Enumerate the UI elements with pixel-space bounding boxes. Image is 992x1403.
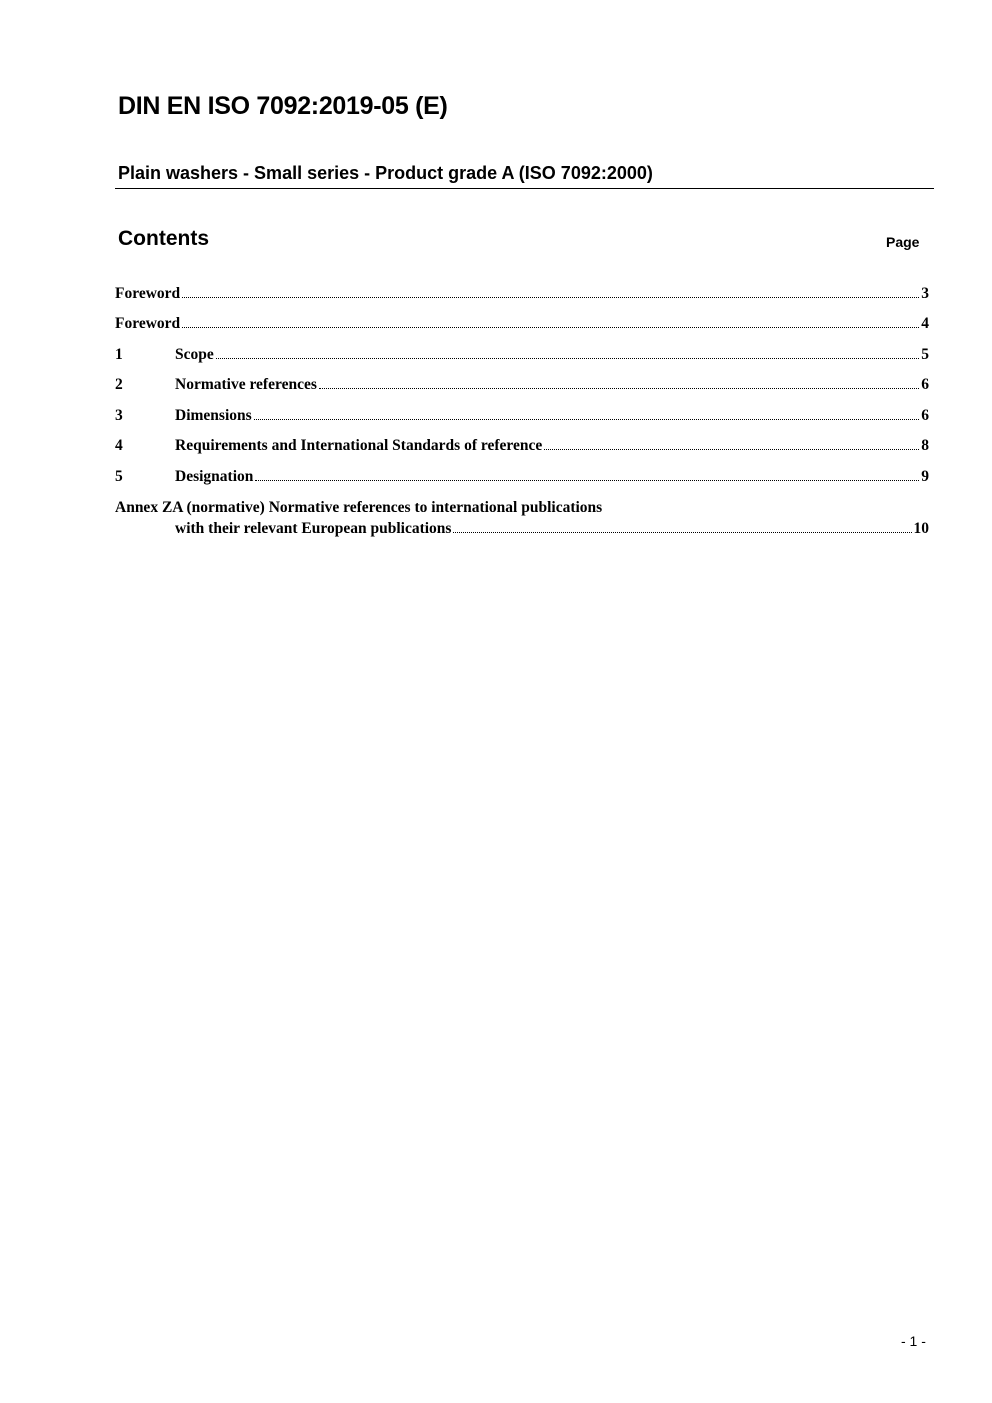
document-title: Plain washers - Small series - Product grade A (ISO 7092:2000) [118,163,653,183]
page-column-heading: Page [886,234,920,250]
toc-entry-foreword-2[interactable] [115,314,929,334]
annex-title-line-1: Annex ZA (normative) Normative references to international publications [115,499,603,516]
toc-leader-dots [182,296,919,298]
toc-leader-dots [544,448,919,450]
toc-entry-designation[interactable] [115,467,929,487]
toc-entry-text: Designation [175,468,254,485]
toc-leader-dots [254,418,920,420]
toc-entry-scope[interactable] [115,345,929,365]
toc-entry-page: 3 [921,285,929,302]
toc-entry-annex-za[interactable] [115,497,929,539]
toc-leader-dots [319,387,919,389]
contents-heading: Contents [118,227,209,250]
toc-entry-page: 10 [913,520,929,537]
toc-entry-text: Scope [175,346,214,363]
toc-leader-dots [255,479,919,481]
toc-entry-number: 5 [115,468,123,485]
toc-entry-text: Foreword [115,315,181,332]
toc-entry-number: 3 [115,407,123,424]
toc-entry-page: 8 [921,437,929,454]
toc-entry-text: Normative references [175,376,317,393]
document-title-rule [115,163,934,189]
toc-entry-text: Foreword [115,285,181,302]
toc-entry-page: 6 [921,407,929,424]
toc-entry-number: 4 [115,437,123,454]
toc-entry-foreword-1[interactable] [115,284,929,304]
toc-entry-dimensions[interactable] [115,406,929,426]
toc-leader-dots [453,531,911,533]
toc-entry-requirements[interactable] [115,436,929,456]
toc-entry-number: 1 [115,346,123,363]
page-number: - 1 - [901,1333,926,1349]
toc-entry-normative-references[interactable] [115,375,929,395]
toc-leader-dots [216,357,920,359]
toc-entry-page: 9 [921,468,929,485]
toc-entry-page: 5 [921,346,929,363]
annex-title-line-2: with their relevant European publications [175,520,452,537]
toc-entry-text: Requirements and International Standards of reference [175,437,543,454]
toc-entry-page: 4 [921,315,929,332]
toc-entry-text: Dimensions [175,407,252,424]
toc-entry-number: 2 [115,376,123,393]
toc-entry-page: 6 [921,376,929,393]
toc-leader-dots [182,326,919,328]
document-id: DIN EN ISO 7092:2019-05 (E) [118,92,448,120]
